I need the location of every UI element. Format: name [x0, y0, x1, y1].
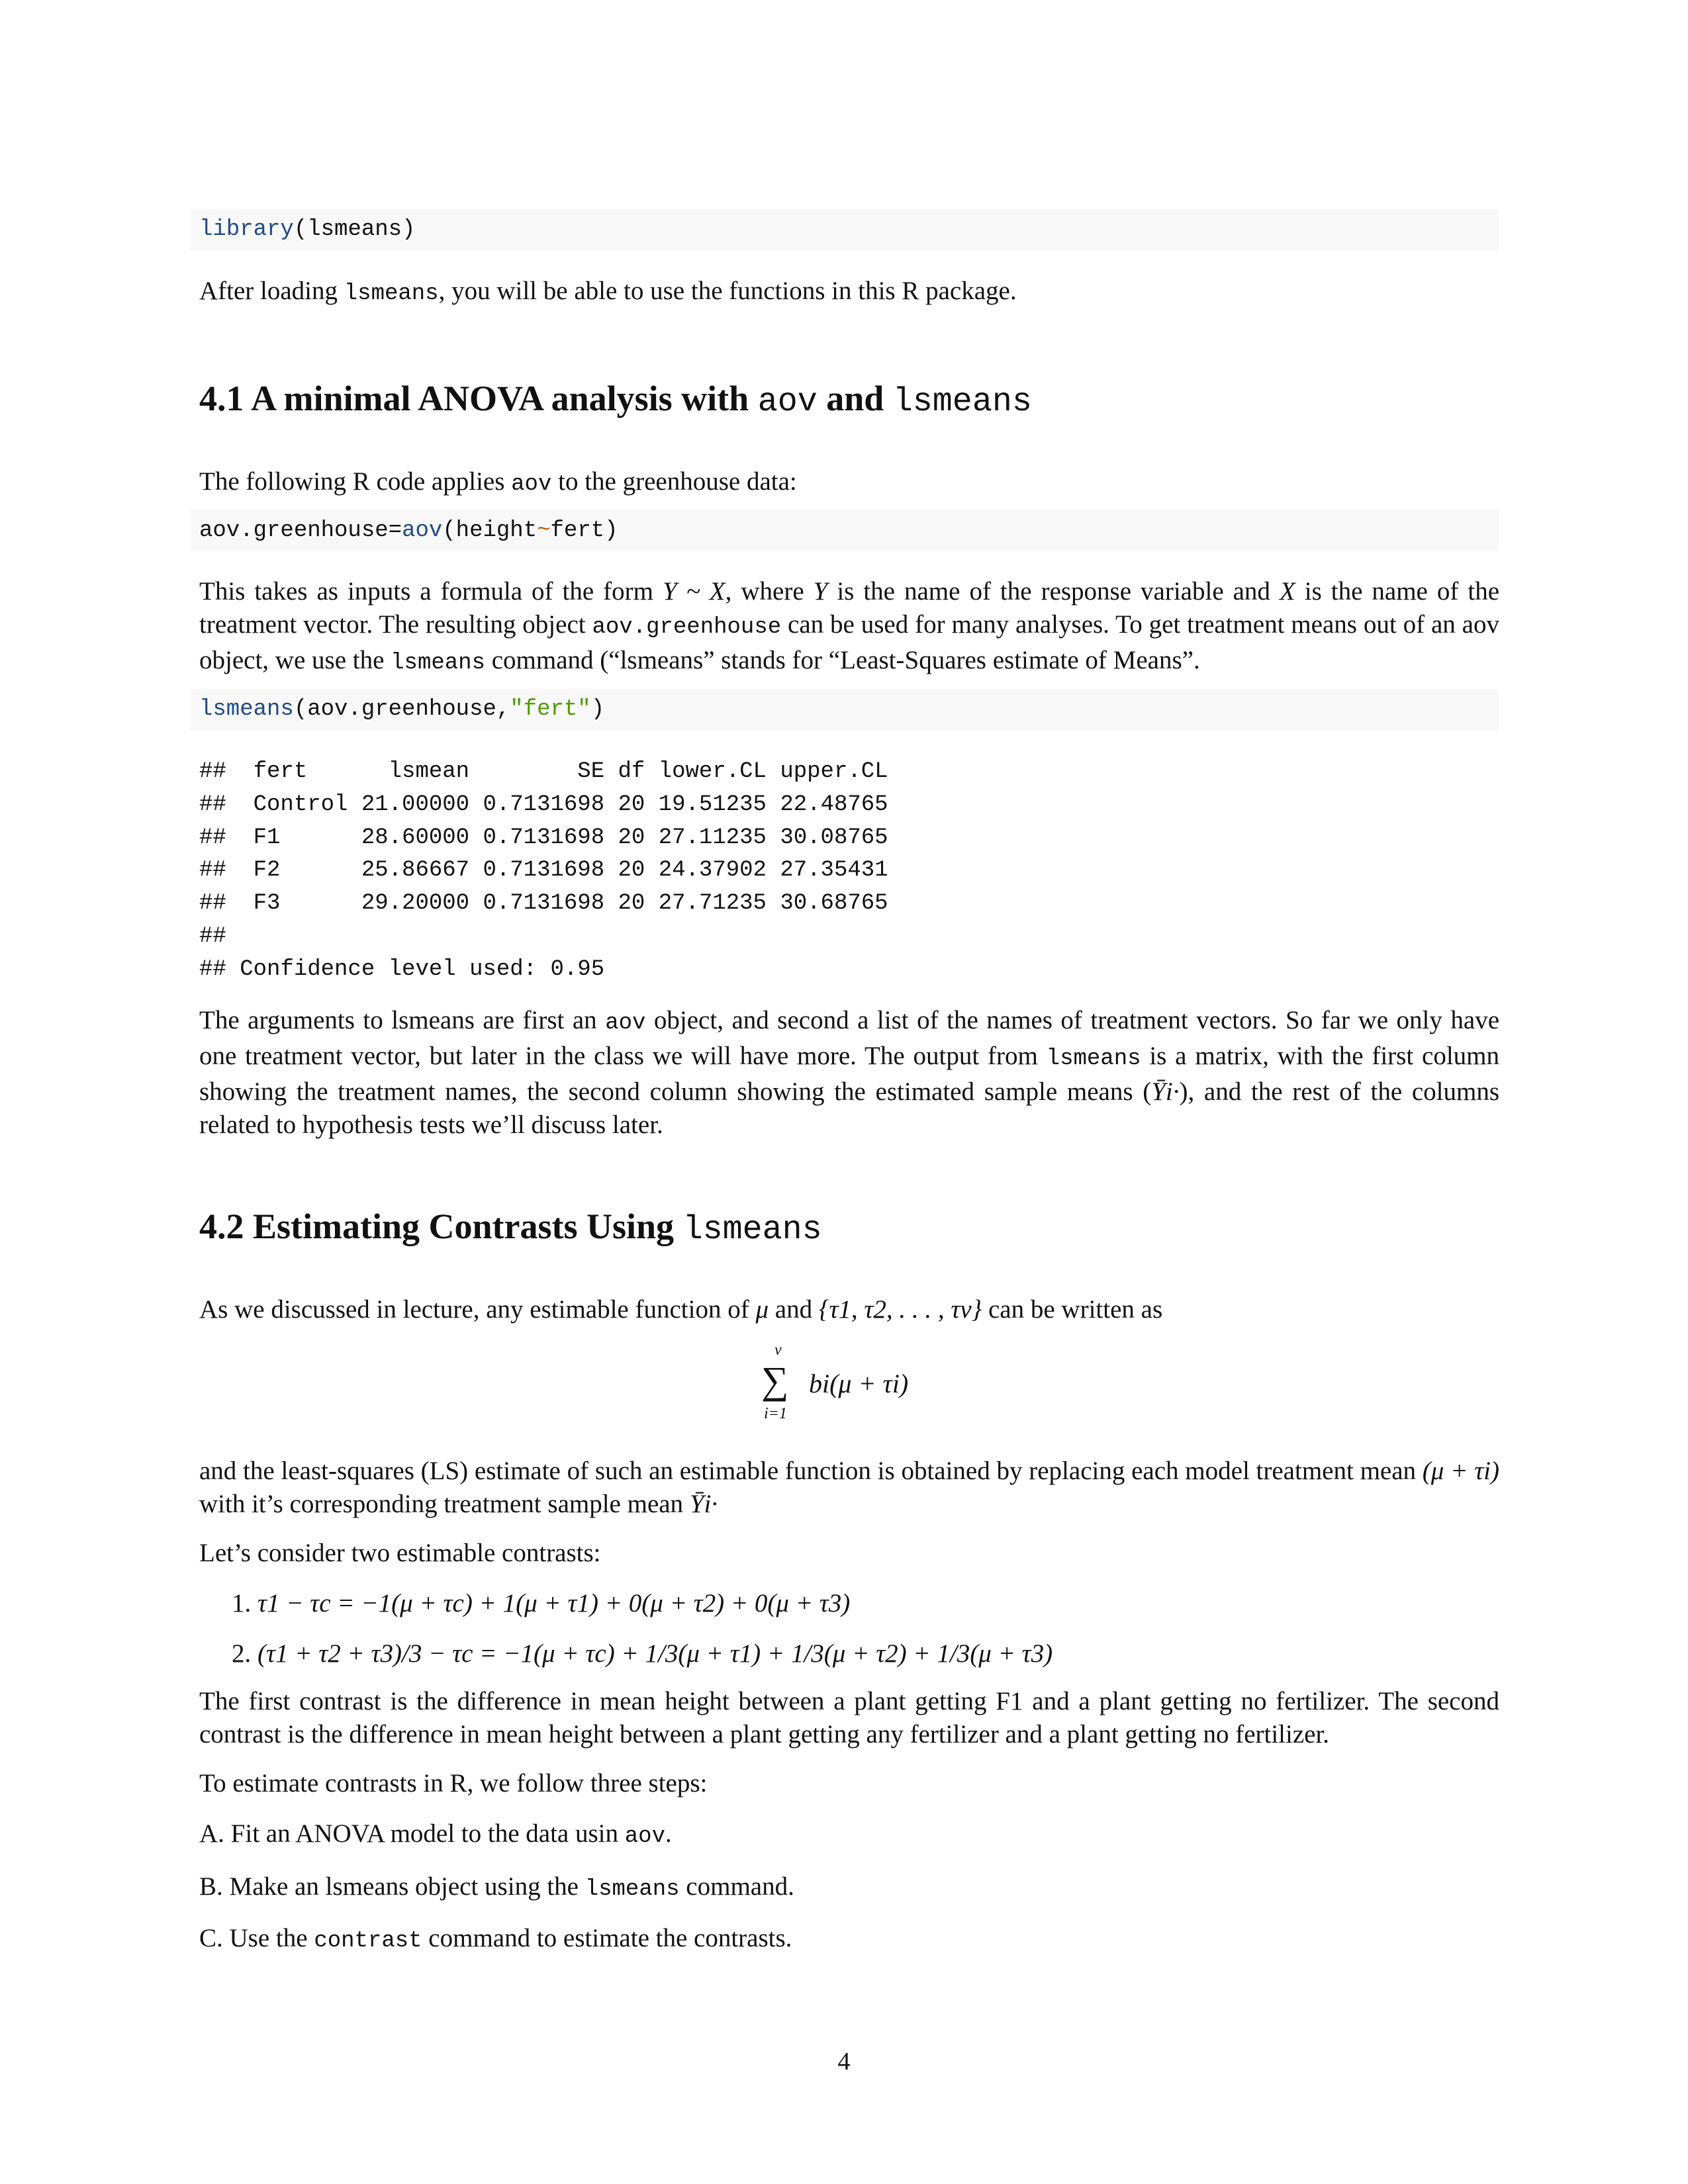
output-blank-row: ##: [199, 923, 226, 949]
text-span: A. Fit an ANOVA model to the data usin: [199, 1819, 625, 1848]
text-span: object, and second a list of the names of treatment vectors. So far we only have one treatment vector, but later in the class we will have more. The output from: [199, 1005, 1499, 1070]
paragraph-following: [199, 465, 1499, 501]
text-span: τ1 − τc = −1(μ + τc) + 1(μ + τ1) + 0(μ + τ2) + 0(μ + τ3): [258, 1588, 851, 1617]
text-span: and: [817, 379, 893, 418]
output-row: ## Control 21.00000 0.7131698 20 19.51235 22.48765: [199, 792, 888, 817]
text-span: can be written as: [982, 1295, 1163, 1324]
summation-lower-limit: i=1: [764, 1404, 787, 1422]
text-span: 4.2: [199, 1206, 244, 1246]
text-span: Estimating Contrasts Using: [244, 1206, 683, 1246]
text-span: lsmeans: [391, 651, 485, 676]
text-span: {τ1, τ2, . . . , τv}: [818, 1295, 982, 1324]
text-span: 2.: [232, 1639, 252, 1668]
section-heading-4-1: [199, 375, 1688, 426]
text-span: , where: [725, 577, 814, 606]
text-span: (τ1 + τ2 + τ3)/3 − τc = −1(μ + τc) + 1/3(μ + τ1) + 1/3(μ + τ2) + 1/3(μ + τ3): [258, 1639, 1053, 1668]
text-span: lsmeans: [892, 383, 1032, 421]
contrast-item: [232, 1587, 1688, 1620]
text-span: is the name of the response variable and: [827, 577, 1280, 606]
text-span: After loading: [199, 277, 344, 305]
code-block-aov: [191, 510, 1499, 551]
text-span: The arguments to lsmeans are first an: [199, 1005, 606, 1034]
output-footer: ## Confidence level used: 0.95: [199, 956, 605, 982]
text-span: lsmeans: [585, 1876, 680, 1902]
paragraph-after-loading: [199, 275, 1499, 310]
text-span: Y: [813, 577, 828, 606]
text-span: .: [665, 1819, 672, 1848]
text-span: 4.1: [199, 379, 244, 418]
text-span: As we discussed in lecture, any estimable function of: [199, 1295, 756, 1324]
text-span: C. Use the: [199, 1923, 314, 1952]
text-span: contrast: [314, 1928, 422, 1954]
contrast-item: [232, 1637, 1688, 1670]
lsmeans-output: [199, 756, 1688, 987]
summation-formula: [761, 1341, 1158, 1440]
text-span: Ȳi·: [689, 1489, 718, 1518]
text-span: B. Make an lsmeans object using the: [199, 1872, 585, 1901]
paragraph-steps: To estimate contrasts in R, we follow three steps:: [199, 1768, 708, 1797]
text-span: lsmeans: [199, 697, 294, 722]
text-span: This takes as inputs a formula of the form: [199, 577, 663, 606]
output-header-row: ## fert lsmean SE df lower.CL upper.CL: [199, 759, 888, 784]
text-span: (aov.greenhouse,: [293, 697, 510, 722]
text-span: (μ + τi): [1422, 1456, 1499, 1485]
text-span: aov.greenhouse: [592, 615, 782, 640]
text-span: is a matrix, with the first column showing the treatment names, the second column showing the estimated sample means (: [199, 1041, 1499, 1106]
text-span: and the least-squares (LS) estimate of such an estimable function is obtained by replacing each model treatment mean: [199, 1456, 1423, 1485]
text-span: is the name of the treatment vector. The resulting object: [199, 577, 1500, 639]
text-span: with it’s corresponding treatment sample mean: [199, 1489, 690, 1518]
paragraph-formula: [199, 575, 1499, 680]
text-span: command (“lsmeans” stands for “Least-Squares estimate of Means”.: [485, 646, 1200, 674]
code-text: (lsmeans): [293, 217, 416, 242]
output-row: ## F2 25.86667 0.7131698 20 24.37902 27.35431: [199, 858, 888, 884]
text-span: μ: [755, 1295, 769, 1324]
text-span: A minimal ANOVA analysis with: [244, 379, 758, 418]
text-span: ): [590, 697, 605, 722]
text-span: to the greenhouse data:: [551, 467, 797, 496]
text-span: X: [1279, 577, 1295, 606]
text-span: and: [769, 1295, 819, 1324]
text-span: aov: [624, 1823, 665, 1849]
text-span: lsmeans: [1046, 1046, 1141, 1071]
page-number: 4: [837, 2048, 851, 2075]
text-span: Y ~ X: [663, 577, 726, 606]
paragraph-discussed: [199, 1293, 1499, 1326]
output-row: ## F3 29.20000 0.7131698 20 27.71235 30.68765: [199, 891, 888, 917]
paragraph-ls-estimate: [199, 1455, 1499, 1521]
text-span: "fert": [510, 697, 591, 722]
code-block-lsmeans: [191, 689, 1499, 730]
text-span: fert): [550, 518, 618, 543]
text-span: (height: [442, 518, 538, 543]
text-span: lsmeans: [682, 1210, 822, 1249]
text-span: The following R code applies: [199, 467, 512, 496]
text-span: aov: [605, 1010, 646, 1036]
text-span: ), and the rest of the columns related to hypothesis tests we’ll discuss later.: [199, 1077, 1500, 1139]
summation-upper-limit: v: [774, 1341, 782, 1359]
text-span: can be used for many analyses. To get treatment means out of an aov object, we use the: [199, 610, 1499, 674]
paragraph-arguments: [199, 1004, 1499, 1142]
text-span: aov.greenhouse=: [199, 518, 402, 543]
output-row: ## F1 28.60000 0.7131698 20 27.11235 30.08765: [199, 825, 888, 850]
text-span: ~: [537, 518, 551, 543]
text-span: command.: [679, 1872, 794, 1901]
text-span: lsmeans: [344, 281, 439, 306]
text-span: 1.: [232, 1588, 252, 1617]
code-block-library: [191, 209, 1499, 250]
text-span: aov: [511, 472, 552, 497]
text-span: command to estimate the contrasts.: [422, 1923, 792, 1952]
paragraph-first-contrast: The first contrast is the difference in mean height between a plant getting F1 and a plant getting no fertilizer. The second contrast is the difference in mean height between a plant getting any fertilizer and a plant getting no fertilizer.: [199, 1686, 1499, 1749]
summation-body: bi(μ + τi): [809, 1368, 909, 1398]
text-span: aov: [757, 383, 818, 421]
text-span: aov: [402, 518, 443, 543]
text-span: , you will be able to use the functions in this R package.: [438, 277, 1017, 305]
code-function: library: [199, 217, 294, 242]
paragraph-consider: Let’s consider two estimable contrasts:: [199, 1538, 601, 1567]
section-heading-4-2: [199, 1203, 1688, 1253]
step-item: [199, 1922, 1499, 1958]
text-span: Ȳi·: [1151, 1077, 1180, 1106]
step-item: [199, 1870, 1499, 1906]
step-item: [199, 1817, 1499, 1853]
summation-sign: ∑: [761, 1358, 789, 1402]
